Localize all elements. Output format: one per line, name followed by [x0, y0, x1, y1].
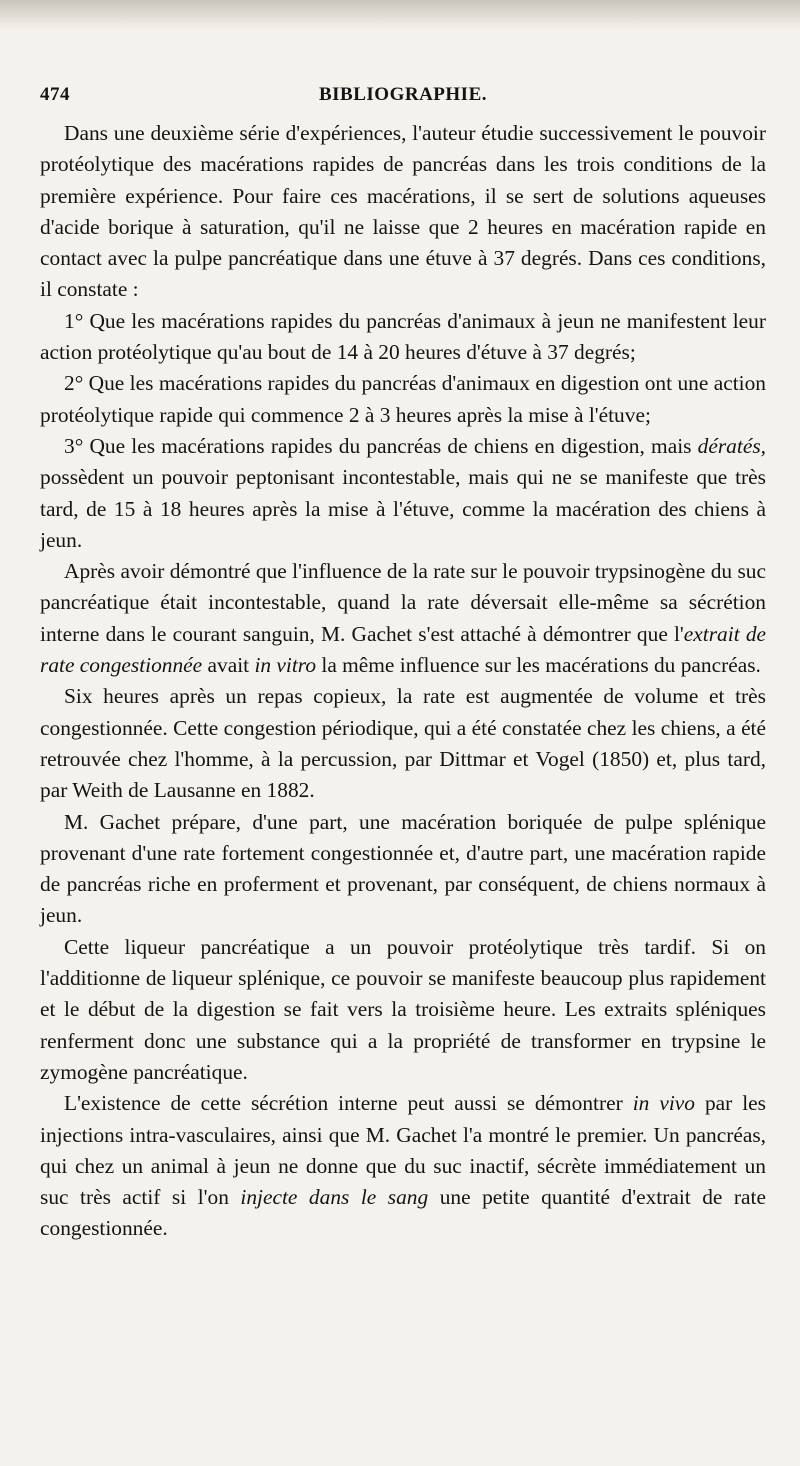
list-item-3: [40, 431, 766, 556]
text-run: par les injections intra-vasculaires, ainsi que M. Gachet l'a montré le premier. Un pancréas, qui chez un animal à jeun ne donne que du suc inactif, sécrète immédiatement un suc très actif si l'on: [40, 1091, 766, 1210]
running-head: [40, 84, 766, 118]
book-page: [40, 84, 766, 1245]
text-run: L'existence de cette sécrétion interne peut aussi se démontrer: [64, 1091, 633, 1116]
paragraph-intro: Dans une deuxième série d'expériences, l'auteur étudie successivement le pouvoir protéolytique des macérations rapides de pancréas dans les trois conditions de la première expérience. Pour faire ces macérations, il se sert de solutions aqueuses d'acide borique à saturation, qu'il ne laisse que 2 heures en macération rapide en contact avec la pulpe pancréatique dans une étuve à 37 degrés. Dans ces conditions, il constate :: [40, 121, 766, 302]
running-head-title: BIBLIOGRAPHIE.: [318, 84, 487, 105]
list-item-1: 1° Que les macérations rapides du pancréas d'animaux à jeun ne manifestent leur action protéolytique qu'au bout de 14 à 20 heures d'étuve à 37 degrés;: [40, 308, 766, 365]
paragraph-preparation: M. Gachet prépare, d'une part, une macération boriquée de pulpe splénique provenant d'une rate fortement congestionnée et, d'autre part, une macération rapide de pancréas riche en proferment et provenant, par conséquent, de chiens normaux à jeun.: [40, 809, 766, 928]
italic-run: in vitro: [254, 653, 317, 678]
text-run: la même influence sur les macérations du pancréas.: [316, 653, 761, 678]
paragraph-liqueur: Cette liqueur pancréatique a un pouvoir protéolytique très tardif. Si on l'additionne de liqueur splénique, ce pouvoir se manifeste beaucoup plus rapidement et le début de la digestion se fait vers la troisième heure. Les extraits spléniques renferment donc une substance qui a la propriété de transformer en trypsine le zymogène pancréatique.: [40, 934, 766, 1084]
paragraph-extract: [40, 556, 766, 681]
text-run: une petite quantité d'extrait de rate congestionnée.: [40, 1185, 766, 1241]
list-item-2: 2° Que les macérations rapides du pancréas d'animaux en digestion ont une action protéolytique rapide qui commence 2 à 3 heures après la mise à l'étuve;: [40, 371, 766, 427]
text-run: Après avoir démontré que l'influence de la rate sur le pouvoir trypsinogène du suc pancréatique était incontestable, quand la rate déversait elle-même sa sécrétion interne dans le courant sanguin, M. Gachet s'est attaché à démontrer que l': [40, 559, 766, 646]
italic-run: in vivo: [632, 1091, 695, 1116]
italic-run: injecte dans le sang: [240, 1185, 429, 1210]
italic-run: extrait de rate congestionnée: [40, 621, 767, 678]
page-number: 474: [40, 84, 70, 105]
scan-edge: [0, 0, 800, 30]
text-run: 3° Que les macérations rapides du pancréas de chiens en digestion, mais: [64, 433, 698, 458]
paragraph-congestion: Six heures après un repas copieux, la rate est augmentée de volume et très congestionnée. Cette congestion périodique, qui a été constatée chez les chiens, a été retrouvée chez l'homme, à la percussion, par Dittmar et Vogel (1850) et, plus tard, par Weith de Lausanne en 1882.: [40, 684, 766, 803]
italic-run: dératés,: [697, 433, 766, 458]
body-text: [40, 118, 766, 1245]
text-run: avait: [202, 653, 255, 678]
paragraph-in-vivo: [40, 1088, 766, 1244]
text-run: possèdent un pouvoir peptonisant incontestable, mais qui ne se manifeste que très tard, de 15 à 18 heures après la mise à l'étuve, comme la macération des chiens à jeun.: [40, 465, 766, 552]
